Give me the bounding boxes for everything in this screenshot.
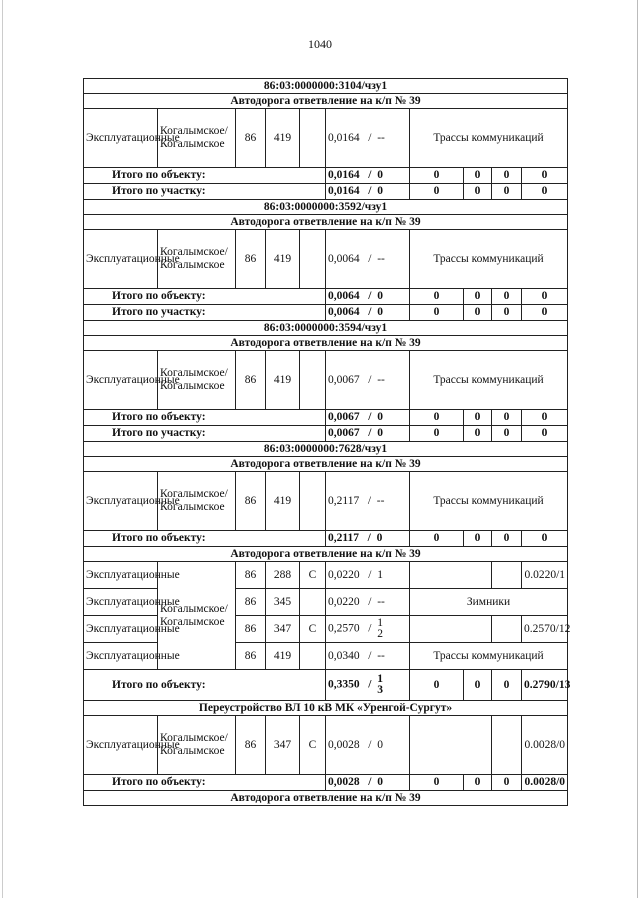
right-note: Трассы коммуникаций [410, 109, 568, 168]
municipality: Когалымское/ Когалымское [158, 716, 236, 775]
total-plot-label: Итого по участку: [84, 305, 326, 321]
fraction [377, 618, 383, 640]
empty-cell [492, 616, 522, 643]
col-code: 347 [266, 616, 300, 643]
col-category [300, 589, 326, 616]
total-zero: 0 [464, 670, 492, 701]
col-category: С [300, 616, 326, 643]
area-cell: 0,0064 / -- [326, 230, 410, 289]
table-row [84, 184, 568, 200]
object-title: Переустройство ВЛ 10 кВ МК «Уренгой-Сургут» [84, 701, 568, 716]
fraction-den: 3 [377, 684, 383, 696]
municipality: Когалымское/ Когалымское [158, 230, 236, 289]
total-zero: 0 [464, 410, 492, 426]
object-title: Автодорога ответвление на к/п № 39 [84, 547, 568, 562]
empty-cell [492, 716, 522, 775]
col-region: 86 [236, 616, 266, 643]
area-value: 0,0164 [328, 169, 360, 181]
table-row [84, 230, 568, 289]
total-plot-area: 0,0067 / 0 [326, 426, 410, 442]
fraction-num: 1 [377, 673, 383, 685]
table-row [84, 215, 568, 230]
table-row [84, 701, 568, 716]
total-zero: 0 [410, 305, 464, 321]
object-title: Автодорога ответвление на к/п № 39 [84, 791, 568, 806]
area-value: 0,0064 [328, 306, 360, 318]
land-type: Эксплуатационные [84, 616, 158, 643]
scan-edge-right [637, 0, 638, 898]
total-zero: 0 [464, 184, 492, 200]
area-part: 0 [377, 427, 383, 439]
total-last-value: 0.2790/13 [522, 670, 568, 701]
total-zero: 0 [464, 775, 492, 791]
empty-cell [410, 562, 492, 589]
area-part: -- [377, 131, 385, 144]
municipality: Когалымское/ Когалымское [158, 351, 236, 410]
total-zero: 0 [464, 305, 492, 321]
object-title: Автодорога ответвление на к/п № 39 [84, 94, 568, 109]
table-row [84, 472, 568, 531]
cadastral-number: 86:03:0000000:3104/чзу1 [84, 79, 568, 94]
total-zero: 0 [522, 426, 568, 442]
cadastral-number: 86:03:0000000:3592/чзу1 [84, 200, 568, 215]
col-region: 86 [236, 716, 266, 775]
table-row [84, 775, 568, 791]
area-value: 0,2570 [328, 622, 360, 635]
table-row [84, 670, 568, 701]
total-zero: 0 [410, 168, 464, 184]
total-zero: 0 [522, 168, 568, 184]
area-value: 0,0064 [328, 290, 360, 302]
land-type: Эксплуатационные [84, 230, 158, 289]
total-object-label: Итого по объекту: [84, 410, 326, 426]
table-row [84, 94, 568, 109]
col-category [300, 351, 326, 410]
land-type: Эксплуатационные [84, 109, 158, 168]
scan-edge-left [2, 0, 3, 898]
total-object-label: Итого по объекту: [84, 531, 326, 547]
col-code: 419 [266, 351, 300, 410]
area-part: 0 [377, 185, 383, 197]
col-region: 86 [236, 351, 266, 410]
area-cell: 0,0164 / -- [326, 109, 410, 168]
table-row [84, 351, 568, 410]
total-object-label: Итого по объекту: [84, 289, 326, 305]
fraction-num: 1 [377, 617, 383, 629]
col-region: 86 [236, 109, 266, 168]
col-code: 419 [266, 230, 300, 289]
area-value: 0,0028 [328, 776, 360, 788]
table-row [84, 562, 568, 589]
area-part: 1 [377, 568, 383, 581]
total-zero: 0 [464, 426, 492, 442]
table-row [84, 321, 568, 336]
table-row [84, 643, 568, 670]
col-category [300, 230, 326, 289]
table-row [84, 589, 568, 616]
table-row [84, 305, 568, 321]
total-last-value: 0.0028/0 [522, 775, 568, 791]
total-plot-label: Итого по участку: [84, 184, 326, 200]
total-object-area: 0,0164 / 0 [326, 168, 410, 184]
last-value: 0.0220/1 [522, 562, 568, 589]
col-region: 86 [236, 643, 266, 670]
total-zero: 0 [410, 289, 464, 305]
total-zero: 0 [492, 168, 522, 184]
area-part: 0 [377, 738, 383, 751]
cadastral-number: 86:03:0000000:7628/чзу1 [84, 442, 568, 457]
area-cell: 0,2117 / -- [326, 472, 410, 531]
table-row [84, 426, 568, 442]
total-object-area: 0,2117 / 0 [326, 531, 410, 547]
object-title: Автодорога ответвление на к/п № 39 [84, 336, 568, 351]
right-note: Зимники [410, 589, 568, 616]
empty-cell [410, 716, 492, 775]
right-note: Трассы коммуникаций [410, 230, 568, 289]
total-zero: 0 [464, 531, 492, 547]
col-code: 345 [266, 589, 300, 616]
table-row [84, 109, 568, 168]
total-object-area: 0,0067 / 0 [326, 410, 410, 426]
area-value: 0,0067 [328, 411, 360, 423]
table-row [84, 289, 568, 305]
total-object-label: Итого по объекту: [84, 168, 326, 184]
table-row [84, 200, 568, 215]
last-value: 0.0028/0 [522, 716, 568, 775]
area-part: 0 [376, 532, 383, 544]
total-zero: 0 [492, 670, 522, 701]
total-zero: 0 [410, 775, 464, 791]
land-type: Эксплуатационные [84, 643, 158, 670]
area-part: 0 [377, 306, 383, 318]
area-value: 0,0340 [328, 649, 360, 662]
area-value: 0,0220 [328, 595, 360, 608]
table-row [84, 531, 568, 547]
empty-cell [492, 562, 522, 589]
area-part: 0 [377, 169, 383, 181]
table-row [84, 791, 568, 806]
total-zero: 0 [522, 289, 568, 305]
total-zero: 0 [522, 531, 568, 547]
col-category: С [300, 716, 326, 775]
table-row [84, 336, 568, 351]
total-zero: 0 [492, 426, 522, 442]
object-title: Автодорога ответвление на к/п № 39 [84, 457, 568, 472]
total-zero: 0 [410, 426, 464, 442]
fraction [377, 674, 383, 696]
area-value: 0,2117 [328, 532, 359, 544]
area-value: 0,0220 [328, 568, 360, 581]
col-category [300, 472, 326, 531]
total-zero: 0 [522, 410, 568, 426]
total-zero: 0 [492, 531, 522, 547]
total-zero: 0 [522, 184, 568, 200]
col-category [300, 109, 326, 168]
total-plot-label: Итого по участку: [84, 426, 326, 442]
object-title: Автодорога ответвление на к/п № 39 [84, 215, 568, 230]
right-note: Трассы коммуникаций [410, 472, 568, 531]
area-value: 0,2117 [328, 494, 360, 507]
total-plot-area: 0,0064 / 0 [326, 305, 410, 321]
land-type: Эксплуатационные [84, 351, 158, 410]
total-object-label: Итого по объекту: [84, 775, 326, 791]
land-plots-table [83, 78, 571, 806]
total-zero: 0 [492, 184, 522, 200]
area-cell: 0,0028 / 0 [326, 716, 410, 775]
area-cell: 0,0220 / 1 [326, 562, 410, 589]
table-row [84, 168, 568, 184]
municipality: Когалымское/ Когалымское [158, 562, 236, 670]
col-category: С [300, 562, 326, 589]
area-part: -- [377, 252, 385, 265]
area-cell: 0,0220 / -- [326, 589, 410, 616]
area-part: -- [377, 649, 385, 662]
empty-cell [410, 616, 492, 643]
total-zero: 0 [522, 305, 568, 321]
page-number: 1040 [308, 37, 332, 51]
total-zero: 0 [464, 289, 492, 305]
area-value: 0,0028 [328, 738, 360, 751]
right-note: Трассы коммуникаций [410, 351, 568, 410]
right-note: Трассы коммуникаций [410, 643, 568, 670]
area-cell: 0,0340 / -- [326, 643, 410, 670]
total-zero: 0 [410, 410, 464, 426]
col-code: 288 [266, 562, 300, 589]
area-value: 0,0164 [328, 185, 360, 197]
land-type: Эксплуатационные [84, 562, 158, 589]
area-part: -- [377, 595, 385, 608]
area-cell: 0,2570 / 1 2 [326, 616, 410, 643]
area-value: 0,0067 [328, 427, 360, 439]
municipality: Когалымское/ Когалымское [158, 109, 236, 168]
area-part: 0 [377, 411, 383, 423]
total-zero: 0 [492, 289, 522, 305]
cadastral-number: 86:03:0000000:3594/чзу1 [84, 321, 568, 336]
last-value: 0.2570/12 [522, 616, 568, 643]
land-type: Эксплуатационные [84, 472, 158, 531]
total-object-area: 0,0028 / 0 [326, 775, 410, 791]
total-zero: 0 [492, 305, 522, 321]
area-cell: 0,0067 / -- [326, 351, 410, 410]
col-code: 419 [266, 109, 300, 168]
col-region: 86 [236, 472, 266, 531]
area-value: 0,0164 [328, 131, 360, 144]
col-code: 419 [266, 472, 300, 531]
total-object-area: 0,0064 / 0 [326, 289, 410, 305]
col-region: 86 [236, 562, 266, 589]
area-part: -- [377, 373, 385, 386]
area-value: 0,3350 [328, 678, 360, 691]
table-row [84, 79, 568, 94]
total-plot-area: 0,0164 / 0 [326, 184, 410, 200]
table-row [84, 457, 568, 472]
total-zero: 0 [410, 670, 464, 701]
col-region: 86 [236, 589, 266, 616]
total-zero: 0 [492, 775, 522, 791]
table-row [84, 410, 568, 426]
area-value: 0,0064 [328, 252, 360, 265]
area-part: 0 [377, 290, 383, 302]
col-region: 86 [236, 230, 266, 289]
land-type: Эксплуатационные [84, 589, 158, 616]
col-code: 347 [266, 716, 300, 775]
fraction-den: 2 [377, 628, 383, 640]
table-row [84, 616, 568, 643]
total-zero: 0 [492, 410, 522, 426]
total-object-area: 0,3350 / 1 3 [326, 670, 410, 701]
area-part: 0 [377, 776, 383, 788]
area-value: 0,0067 [328, 373, 360, 386]
area-part: -- [376, 494, 385, 507]
table-row [84, 716, 568, 775]
total-zero: 0 [410, 184, 464, 200]
total-object-label: Итого по объекту: [84, 670, 326, 701]
col-code: 419 [266, 643, 300, 670]
total-zero: 0 [410, 531, 464, 547]
col-category [300, 643, 326, 670]
table-row [84, 442, 568, 457]
municipality: Когалымское/ Когалымское [158, 472, 236, 531]
table-row [84, 547, 568, 562]
total-zero: 0 [464, 168, 492, 184]
land-type: Эксплуатационные [84, 716, 158, 775]
